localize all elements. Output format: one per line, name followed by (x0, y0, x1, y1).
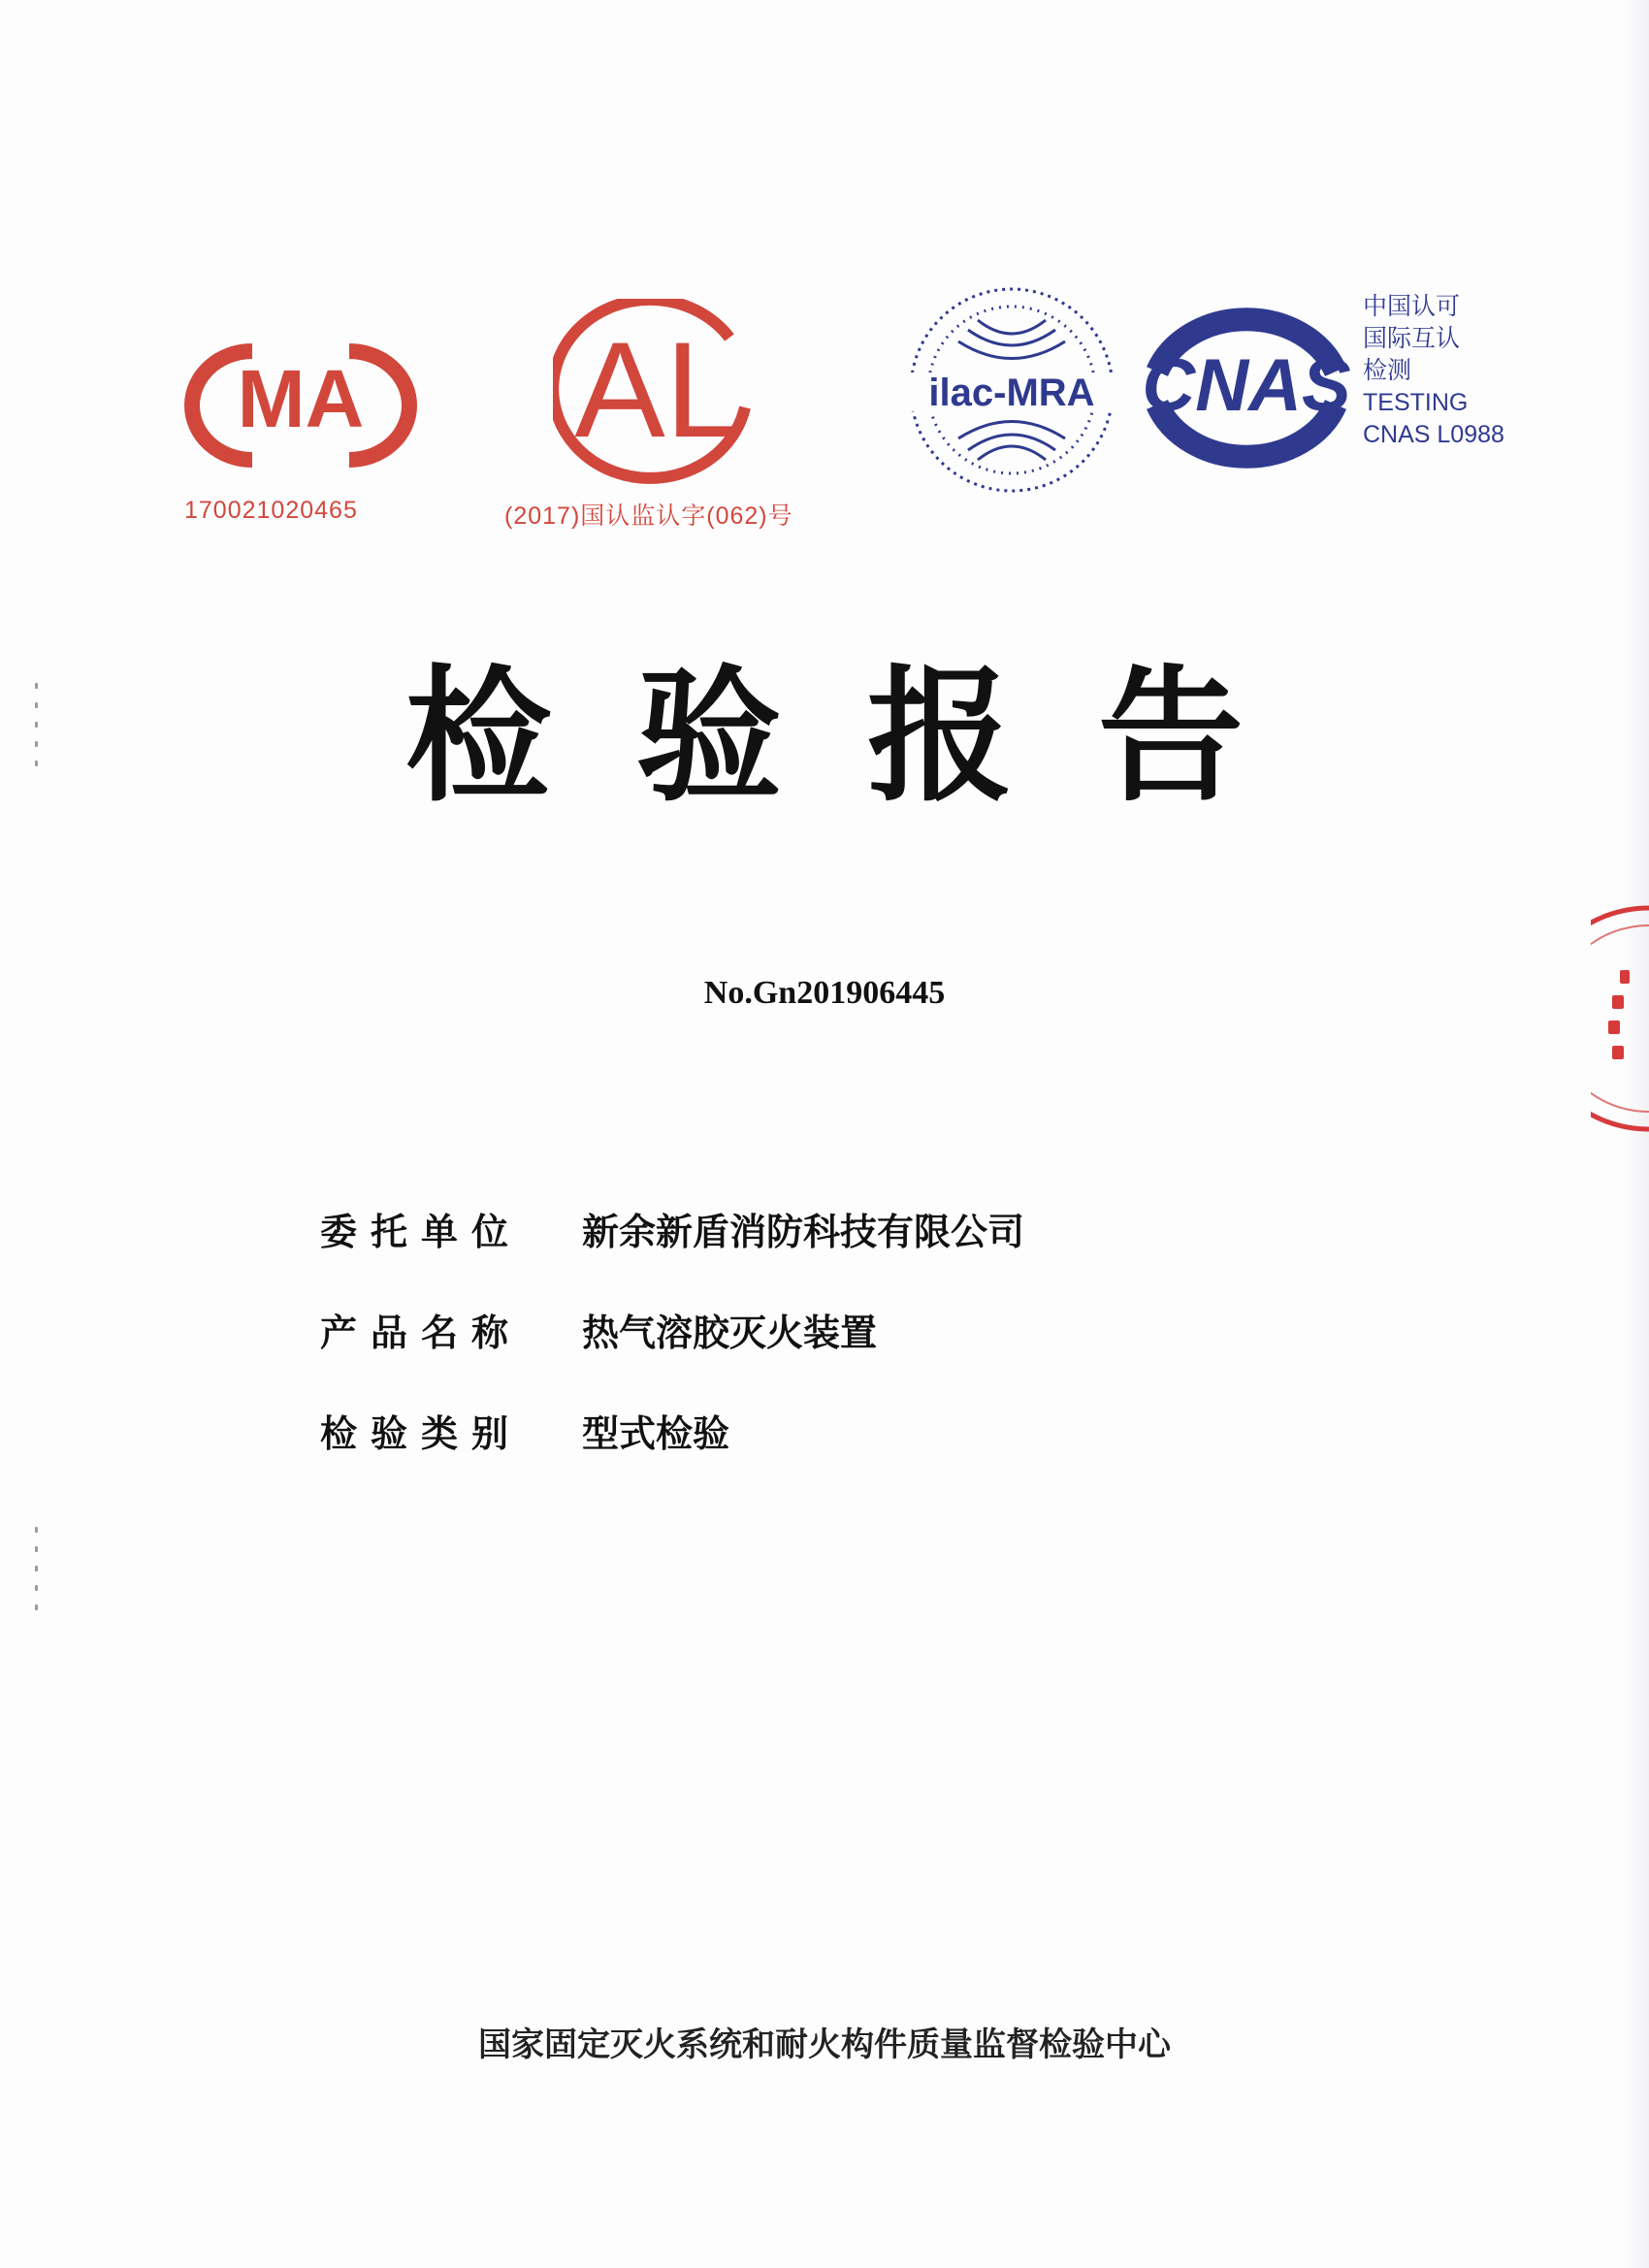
field-value: 型式检验 (582, 1411, 730, 1455)
cnas-logo-text: CNAS (1142, 344, 1351, 427)
cnas-line: TESTING (1363, 389, 1469, 416)
cnas-accreditation-text (1363, 291, 1504, 451)
cma-logo-text: MA (237, 353, 365, 444)
cnas-logo (1130, 296, 1363, 480)
cnas-line: 国际互认 (1363, 325, 1461, 352)
cma-logo (184, 340, 417, 470)
field-row-client (320, 1199, 1024, 1257)
field-label: 检验类别 (320, 1411, 523, 1455)
field-label: 委托单位 (320, 1210, 523, 1253)
ilac-mra-logo-text: ilac-MRA (928, 372, 1095, 414)
issuing-organization: 国家固定灭火系统和耐火构件质量监督检验中心 (478, 2025, 1171, 2064)
cal-logo (553, 299, 776, 493)
field-row-test-type (320, 1401, 729, 1459)
field-row-product (320, 1300, 877, 1358)
field-label: 产品名称 (320, 1311, 523, 1354)
report-number: No.Gn201906445 (703, 975, 946, 1011)
cal-logo-text: AL (574, 313, 741, 466)
cma-number: 170021020465 (184, 497, 358, 524)
report-title: 检验报告 (404, 653, 1329, 822)
cnas-line: 中国认可 (1363, 293, 1461, 320)
ilac-mra-logo (900, 283, 1123, 497)
field-value: 热气溶胶灭火装置 (582, 1311, 878, 1354)
cnas-line: 检测 (1363, 357, 1412, 384)
binding-marks-bottom (33, 1513, 41, 1610)
cal-number: (2017)国认监认字(062)号 (504, 502, 793, 530)
field-value: 新余新盾消防科技有限公司 (582, 1210, 1025, 1253)
cnas-line: CNAS L0988 (1363, 421, 1504, 448)
official-seal-partial (1591, 902, 1649, 1135)
